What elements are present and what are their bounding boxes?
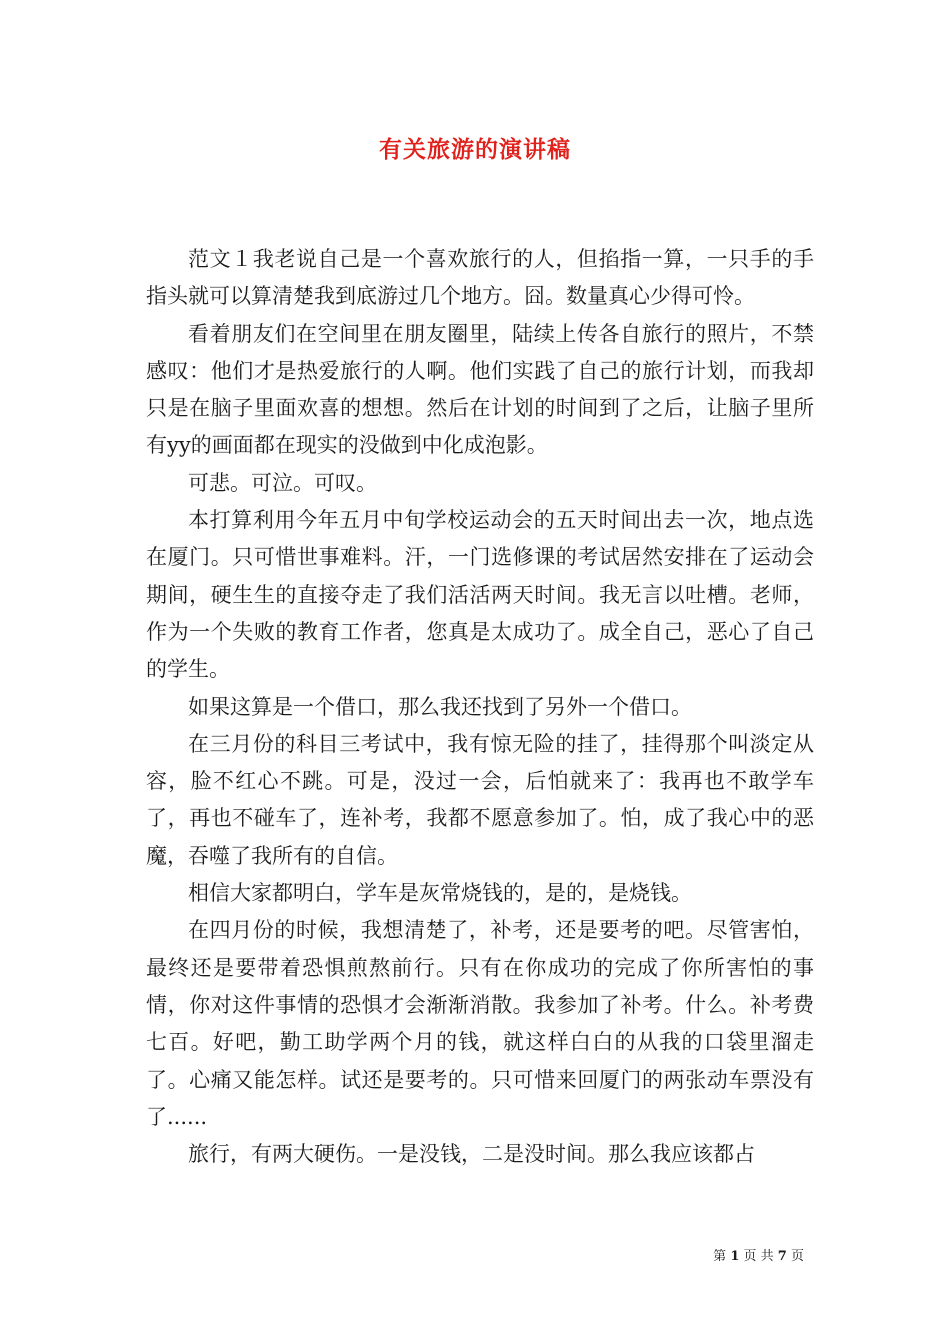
document-body — [146, 241, 814, 1173]
footer-prefix: 第 — [713, 1249, 727, 1264]
paragraph: 相信大家都明白，学车是灰常烧钱的，是的，是烧钱。 — [188, 881, 692, 906]
paragraph: 在三月份的科目三考试中，我有惊无险的挂了，挂得那个叫淡定从容，脸不红心不跳。可是，没过一会，后怕就来了：我再也不敢学车了，再也不碰车了，连补考，我都不愿意参加了。怕，成了我心中的恶魔，吞噬了我所有的自信。 — [146, 731, 814, 868]
current-page-number: 1 — [730, 1249, 740, 1264]
footer-suffix: 页 — [790, 1249, 804, 1264]
page-number-footer — [713, 1245, 804, 1264]
paragraph: 可悲。可泣。可叹。 — [188, 470, 377, 495]
paragraph: 如果这算是一个借口，那么我还找到了另外一个借口。 — [188, 694, 692, 719]
total-page-number: 7 — [777, 1249, 787, 1264]
paragraph: 在四月份的时候，我想清楚了，补考，还是要考的吧。尽管害怕，最终还是要带着恐惧煎熬前行。只有在你成功的完成了你所害怕的事情，你对这件事情的恐惧才会渐渐消散。我参加了补考。什么。补考费七百。好吧，勤工助学两个月的钱，就这样白白的从我的口袋里溜走了。心痛又能怎样。试还是要考的。只可惜来回厦门的两张动车票没有了...... — [146, 918, 814, 1129]
document-title: 有关旅游的演讲稿 — [379, 136, 571, 163]
paragraph: 本打算利用今年五月中旬学校运动会的五天时间出去一次，地点选在厦门。只可惜世事难料。汗，一门选修课的考试居然安排在了运动会期间，硬生生的直接夺走了我们活活两天时间。我无言以吐槽。老师，作为一个失败的教育工作者，您真是太成功了。成全自己，恶心了自己的学生。 — [146, 508, 814, 682]
paragraph: 范文１我老说自己是一个喜欢旅行的人，但掐指一算，一只手的手指头就可以算清楚我到底游过几个地方。囧。数量真心少得可怜。 — [146, 247, 814, 309]
paragraph: 看着朋友们在空间里在朋友圈里，陆续上传各自旅行的照片，不禁感叹：他们才是热爱旅行的人啊。他们实践了自己的旅行计划，而我却只是在脑子里面欢喜的想想。然后在计划的时间到了之后，让脑子里所有yy的画面都在现实的没做到中化成泡影。 — [146, 321, 814, 458]
paragraph: 旅行，有两大硬伤。一是没钱，二是没时间。那么我应该都占 — [188, 1142, 755, 1167]
footer-middle: 页 共 — [743, 1249, 774, 1264]
